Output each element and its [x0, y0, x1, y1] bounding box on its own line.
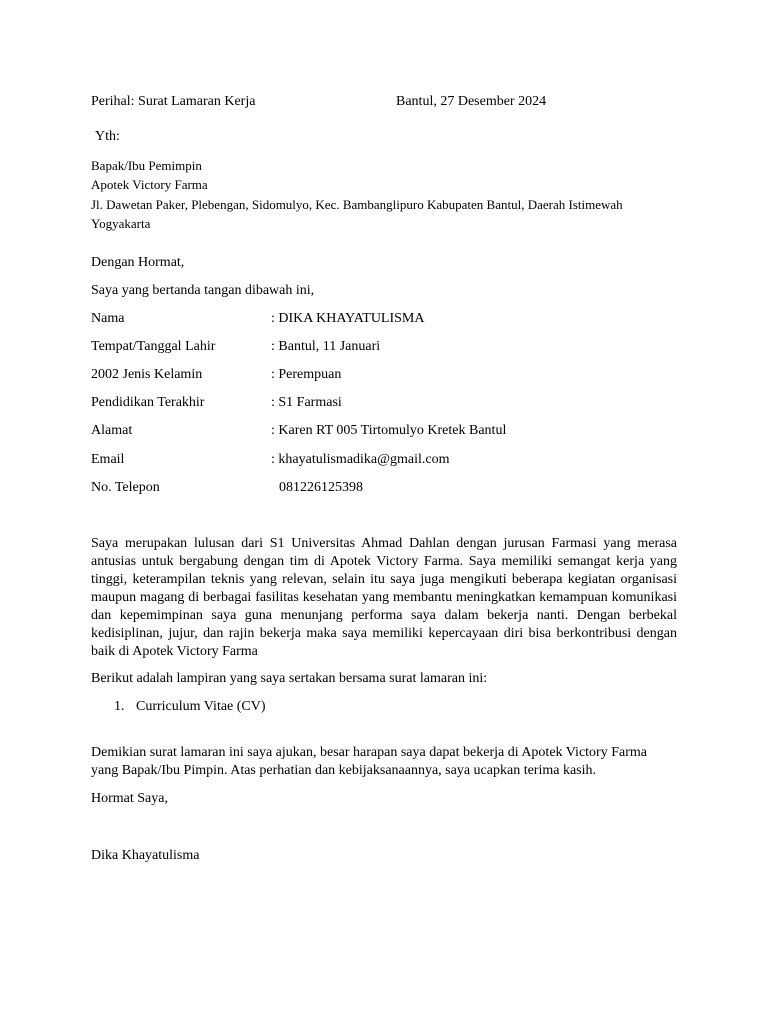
attachments-intro: Berikut adalah lampiran yang saya sertakan bersama surat lamaran ini:	[91, 671, 488, 686]
recipient-company: Apotek Victory Farma	[91, 177, 208, 192]
subject-line: Perihal: Surat Lamaran Kerja	[91, 94, 256, 109]
detail-label-address: Alamat	[91, 423, 133, 438]
body-paragraph: Saya merupakan lulusan dari S1 Universitas Ahmad Dahlan dengan jurusan Farmasi yang merasa antusias untuk bergabung dengan tim di Apotek Victory Farma. Saya memiliki semangat kerja yang tinggi, keterampilan teknis yang relevan, selain itu saya juga mengikuti beberapa kegiatan organisasi maupun magang di berbagai fasilitas kesehatan yang membantu meningkatkan kemampuan komunikasi dan kepemimpinan saya guna menunjang performa saya dalam bekerja nanti. Dengan berbekal kedisiplinan, jujur, dan rajin bekerja maka saya memiliki kepercayaan diri bisa berkontribusi dengan baik di Apotek Victory Farma	[91, 536, 677, 659]
detail-value-phone: 081226125398	[279, 480, 363, 495]
detail-value-name: : DIKA KHAYATULISMA	[271, 311, 425, 326]
detail-value-birth: : Bantul, 11 Januari	[271, 339, 381, 354]
attachment-number: 1.	[114, 699, 125, 714]
detail-label-phone: No. Telepon	[91, 480, 160, 495]
detail-label-name: Nama	[91, 311, 125, 326]
detail-value-email: : khayatulismadika@gmail.com	[271, 452, 450, 467]
detail-value-address: : Karen RT 005 Tirtomulyo Kretek Bantul	[271, 423, 507, 438]
detail-value-education: : S1 Farmasi	[271, 395, 342, 410]
intro-line: Saya yang bertanda tangan dibawah ini,	[91, 283, 315, 298]
detail-label-education: Pendidikan Terakhir	[91, 395, 205, 410]
closing-paragraph: Demikian surat lamaran ini saya ajukan, besar harapan saya dapat bekerja di Apotek Victory Farma yang Bapak/Ibu Pimpin. Atas perhatian dan kebijaksanaannya, saya ucapkan terima kasih.	[91, 745, 647, 778]
sign-off: Hormat Saya,	[91, 791, 168, 806]
recipient-address-city: Yogyakarta	[91, 216, 151, 231]
detail-label-birth: Tempat/Tanggal Lahir	[91, 339, 216, 354]
recipient-yth: Yth:	[95, 129, 120, 144]
detail-label-email: Email	[91, 452, 125, 467]
signature-name: Dika Khayatulisma	[91, 848, 200, 863]
detail-value-gender: : Perempuan	[271, 367, 342, 382]
recipient-title: Bapak/Ibu Pemimpin	[91, 158, 202, 173]
detail-label-gender: 2002 Jenis Kelamin	[91, 367, 203, 382]
attachment-item: Curriculum Vitae (CV)	[136, 699, 266, 714]
recipient-address: Jl. Dawetan Paker, Plebengan, Sidomulyo, Kec. Bambanglipuro Kabupaten Bantul, Daerah Istimewah	[91, 197, 623, 212]
greeting: Dengan Hormat,	[91, 255, 185, 270]
place-date: Bantul, 27 Desember 2024	[396, 94, 547, 109]
